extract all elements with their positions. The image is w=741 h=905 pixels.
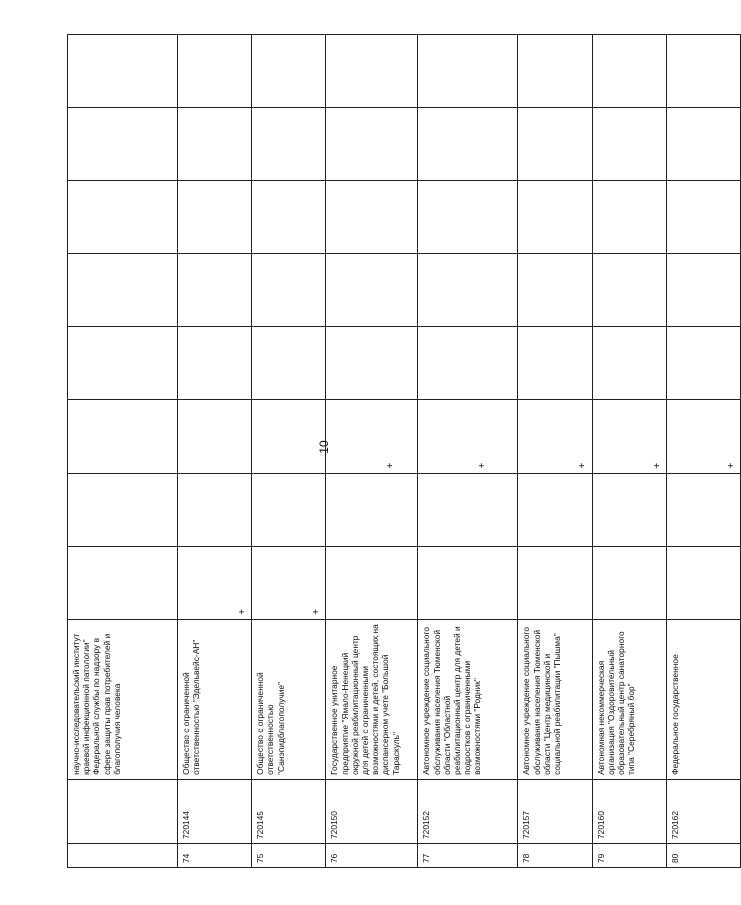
organization-name-cell: Федеральное государственное <box>666 619 740 779</box>
row-number-cell: 75 <box>252 843 326 867</box>
mark-cell <box>592 473 666 546</box>
mark-cell <box>592 108 666 181</box>
mark-cell <box>418 181 518 254</box>
mark-cell <box>666 546 740 619</box>
mark-cell <box>252 473 326 546</box>
registry-table-rotated <box>67 34 737 868</box>
mark-cell <box>666 473 740 546</box>
table-row <box>326 35 418 868</box>
mark-cell: + <box>518 400 592 473</box>
mark-cell <box>518 546 592 619</box>
mark-cell <box>518 254 592 327</box>
mark-cell: + <box>592 400 666 473</box>
mark-cell <box>68 473 178 546</box>
mark-cell <box>326 254 418 327</box>
mark-cell <box>592 546 666 619</box>
mark-cell <box>418 473 518 546</box>
mark-cell <box>666 327 740 400</box>
mark-cell <box>178 473 252 546</box>
mark-cell <box>178 400 252 473</box>
organization-name-cell: научно-исследовательский институт краевой инфекционной патологии" Федеральной службы по надзору в сфере защиты прав потребителей и благополучия человека <box>68 619 178 779</box>
organization-code-cell: 720144 <box>178 779 252 843</box>
mark-cell: + <box>326 400 418 473</box>
organization-name-cell: Общество с ограниченной ответственностью "Эдельвейс-АН" <box>178 619 252 779</box>
mark-cell <box>178 181 252 254</box>
mark-cell <box>68 400 178 473</box>
row-number-cell: 77 <box>418 843 518 867</box>
row-number-cell: 79 <box>592 843 666 867</box>
mark-cell <box>252 400 326 473</box>
mark-cell: + <box>178 546 252 619</box>
mark-cell <box>418 546 518 619</box>
mark-cell <box>592 181 666 254</box>
mark-cell <box>326 327 418 400</box>
organization-name-cell: Автономная некоммерческая организация "Оздоровительный образовательный центр санаторного типа "Серебряный бор" <box>592 619 666 779</box>
mark-cell <box>252 35 326 108</box>
mark-cell <box>418 327 518 400</box>
mark-cell <box>518 473 592 546</box>
table-row <box>252 35 326 868</box>
mark-cell <box>68 327 178 400</box>
mark-cell <box>518 108 592 181</box>
mark-cell: + <box>252 546 326 619</box>
mark-cell <box>666 181 740 254</box>
mark-cell <box>252 181 326 254</box>
mark-cell <box>178 35 252 108</box>
table-row <box>666 35 740 868</box>
mark-cell <box>326 546 418 619</box>
organization-name-cell: Автономное учреждение социального обслуживания населения Тюменской области "Областной реабилитационный центр для детей и подростков с ограниченными возможностями "Родник" <box>418 619 518 779</box>
mark-cell <box>592 254 666 327</box>
mark-cell: + <box>418 400 518 473</box>
mark-cell <box>252 327 326 400</box>
table-row <box>178 35 252 868</box>
page-number: 10 <box>317 440 331 454</box>
organization-code-cell: 720162 <box>666 779 740 843</box>
mark-cell <box>178 108 252 181</box>
organization-name-cell: Автономное учреждение социального обслуживания населения Тюменской области "Центр медицинской и социальной реабилитации "Пышма" <box>518 619 592 779</box>
organization-name-cell: Общество с ограниченной ответственностью "Санэпидблагополучие" <box>252 619 326 779</box>
mark-cell <box>326 35 418 108</box>
mark-cell: + <box>666 400 740 473</box>
mark-cell <box>68 108 178 181</box>
row-number-cell <box>68 843 178 867</box>
mark-cell <box>326 181 418 254</box>
organization-code-cell: 720160 <box>592 779 666 843</box>
row-number-cell: 76 <box>326 843 418 867</box>
mark-cell <box>518 181 592 254</box>
mark-cell <box>418 108 518 181</box>
mark-cell <box>666 254 740 327</box>
mark-cell <box>518 35 592 108</box>
mark-cell <box>178 254 252 327</box>
mark-cell <box>518 327 592 400</box>
mark-cell <box>592 35 666 108</box>
mark-cell <box>68 546 178 619</box>
mark-cell <box>592 327 666 400</box>
mark-cell <box>666 35 740 108</box>
mark-cell <box>418 254 518 327</box>
mark-cell <box>418 35 518 108</box>
table-row <box>68 35 178 868</box>
mark-cell <box>326 108 418 181</box>
organization-code-cell: 720157 <box>518 779 592 843</box>
mark-cell <box>68 254 178 327</box>
mark-cell <box>68 181 178 254</box>
row-number-cell: 74 <box>178 843 252 867</box>
mark-cell <box>68 35 178 108</box>
registry-table <box>67 34 741 868</box>
organization-code-cell <box>68 779 178 843</box>
organization-code-cell: 720145 <box>252 779 326 843</box>
mark-cell <box>178 327 252 400</box>
mark-cell <box>252 254 326 327</box>
row-number-cell: 80 <box>666 843 740 867</box>
organization-code-cell: 720152 <box>418 779 518 843</box>
row-number-cell: 78 <box>518 843 592 867</box>
mark-cell <box>326 473 418 546</box>
organization-name-cell: Государственное унитарное предприятие "Ямало-Ненецкий окружной реабилитационный центр для детей с ограниченными возможностями и детей, состоящих на диспансерном учете "Большой Тараскуль" <box>326 619 418 779</box>
table-row <box>418 35 518 868</box>
table-row <box>518 35 592 868</box>
mark-cell <box>666 108 740 181</box>
organization-code-cell: 720150 <box>326 779 418 843</box>
mark-cell <box>252 108 326 181</box>
table-row <box>592 35 666 868</box>
